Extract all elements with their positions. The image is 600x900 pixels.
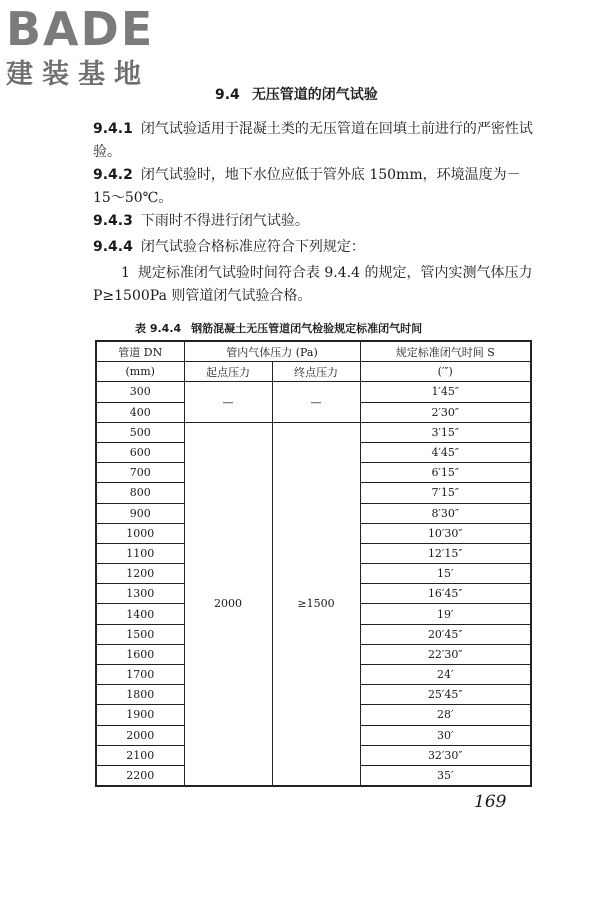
cell-time: 3′15″ [360,422,531,442]
clause-9-4-1 [93,118,533,164]
cell-diameter: 1700 [96,665,184,685]
table-row [96,382,531,402]
clause-number: 9.4.3 [93,213,133,229]
cell-time: 24′ [360,665,531,685]
clause-9-4-3 [93,210,533,233]
cell-diameter: 600 [96,442,184,462]
table-row [96,422,531,442]
cell-time: 4′45″ [360,442,531,462]
header-pressure: 管内气体压力 (Pa) [184,341,360,362]
clause-text: 闭气试验合格标准应符合下列规定： [140,239,365,255]
cell-diameter: 2200 [96,765,184,786]
cell-start-pressure: 2000 [184,422,272,786]
cell-diameter: 1900 [96,705,184,725]
cell-time: 35′ [360,765,531,786]
header-diameter: 管道 DN [96,341,184,362]
cell-diameter: 1200 [96,564,184,584]
header-end-pressure: 终点压力 [272,362,360,382]
clause-item-1 [93,262,533,308]
header-time: 规定标准闭气时间 S [360,341,531,362]
closed-gas-test-table [95,340,532,787]
cell-time: 16′45″ [360,584,531,604]
cell-diameter: 2000 [96,725,184,745]
clause-9-4-4 [93,236,533,259]
cell-time: 7′15″ [360,483,531,503]
cell-diameter: 800 [96,483,184,503]
cell-time: 12′15″ [360,543,531,563]
cell-diameter: 300 [96,382,184,402]
cell-diameter: 1800 [96,685,184,705]
brand-logo [6,4,176,90]
cell-start-pressure: — [184,382,272,422]
header-diameter-unit: (mm) [96,362,184,382]
clause-number: 9.4.2 [93,167,133,183]
cell-diameter: 400 [96,402,184,422]
cell-time: 19′ [360,604,531,624]
cell-diameter: 1300 [96,584,184,604]
cell-time: 15′ [360,564,531,584]
cell-diameter: 1400 [96,604,184,624]
table-body [96,382,531,786]
cell-time: 6′15″ [360,463,531,483]
header-start-pressure: 起点压力 [184,362,272,382]
cell-time: 30′ [360,725,531,745]
cell-diameter: 1000 [96,523,184,543]
cell-diameter: 1500 [96,624,184,644]
table-number: 表 9.4.4 [135,322,182,335]
section-title-text: 无压管道的闭气试验 [251,87,378,103]
cell-time: 2′30″ [360,402,531,422]
logo-wordmark: BADE [6,2,155,56]
table-caption [135,320,422,336]
cell-time: 1′45″ [360,382,531,402]
cell-diameter: 1100 [96,543,184,563]
cell-diameter: 900 [96,503,184,523]
cell-end-pressure: ≥1500 [272,422,360,786]
clause-text: 闭气试验适用于混凝土类的无压管道在回填土前进行的严密性试验。 [93,121,533,160]
section-number: 9.4 [215,87,240,103]
item-text: 规定标准闭气试验时间符合表 9.4.4 的规定，管内实测气体压力 P≥1500Pa 则管道闭气试验合格。 [93,265,533,304]
clause-number: 9.4.1 [93,121,133,137]
clause-text: 下雨时不得进行闭气试验。 [140,213,309,229]
cell-diameter: 2100 [96,745,184,765]
cell-time: 25′45″ [360,685,531,705]
clause-text: 闭气试验时，地下水位应低于管外底 150mm，环境温度为－15～50℃。 [93,167,521,206]
cell-end-pressure: — [272,382,360,422]
clause-9-4-2 [93,164,533,210]
cell-time: 32′30″ [360,745,531,765]
cell-time: 10′30″ [360,523,531,543]
logo-subtitle: 建装基地 [6,59,150,90]
header-time-unit: (′″) [360,362,531,382]
cell-diameter: 1600 [96,644,184,664]
table-caption-text: 钢筋混凝土无压管道闭气检验规定标准闭气时间 [191,322,423,335]
cell-time: 22′30″ [360,644,531,664]
cell-time: 8′30″ [360,503,531,523]
section-heading [215,84,378,104]
cell-time: 28′ [360,705,531,725]
item-number: 1 [121,265,130,281]
cell-diameter: 500 [96,422,184,442]
clause-number: 9.4.4 [93,239,133,255]
cell-diameter: 700 [96,463,184,483]
page-number: 169 [474,792,507,812]
cell-time: 20′45″ [360,624,531,644]
